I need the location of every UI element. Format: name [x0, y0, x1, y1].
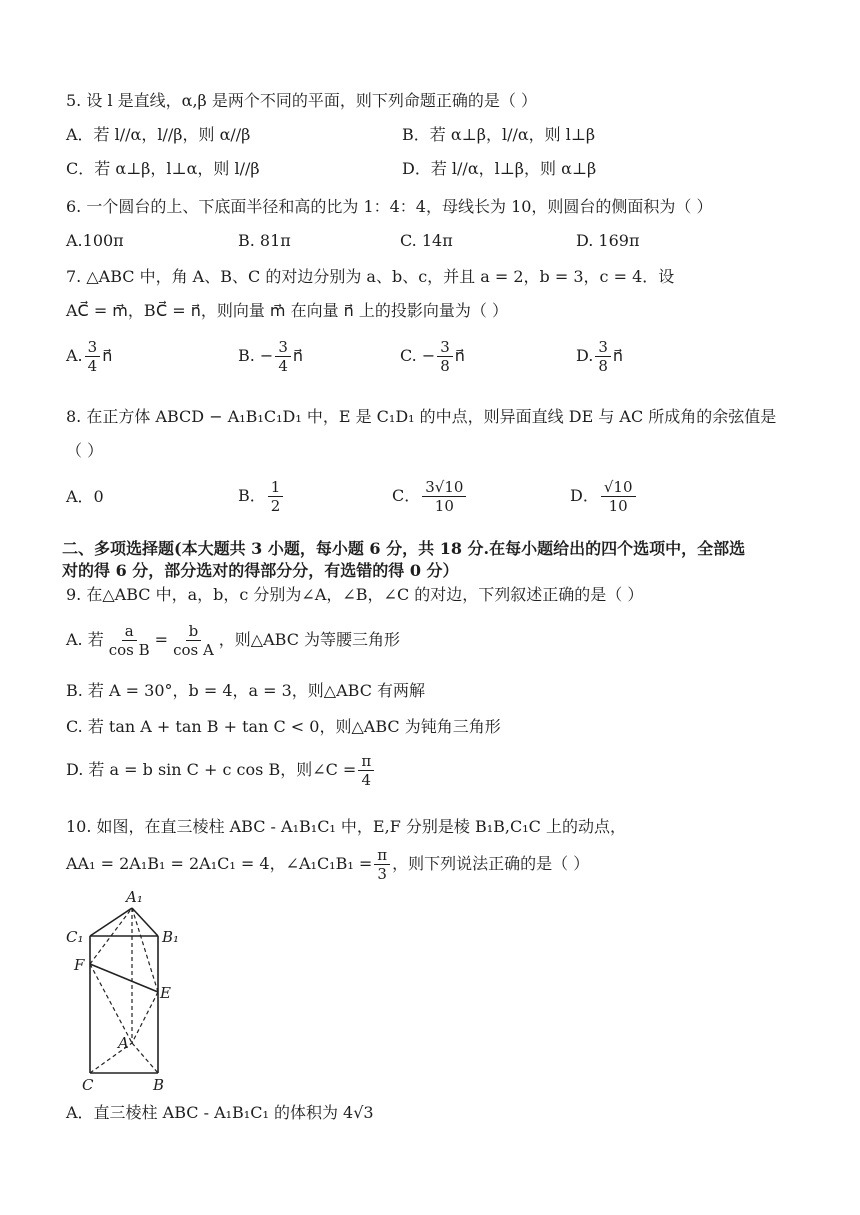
q7-c-vector: n⃗ — [454, 346, 465, 365]
q7-a-vector: n⃗ — [102, 346, 113, 365]
q9-d-fraction — [358, 752, 374, 789]
q7-stem-line2: AC⃗ = m⃗，BC⃗ = n⃗，则向量 m⃗ 在向量 n⃗ 上的投影向量为（ ） — [66, 301, 508, 320]
q9-option-c: C. 若 tan A + tan B + tan C < 0，则△ABC 为钝角三角形 — [66, 717, 501, 736]
q7-d-vector: n⃗ — [612, 346, 624, 365]
q6-option-d: D. 169π — [576, 231, 640, 250]
q8-b-label: B． — [238, 486, 266, 505]
q8-c-den: 10 — [434, 497, 454, 515]
q8-c-label: C． — [392, 486, 421, 505]
q7-option-d — [576, 338, 623, 375]
q9-a-postfix: ，则△ABC 为等腰三角形 — [218, 630, 401, 649]
q5-option-c: C．若 α⊥β，l⊥α，则 l//β — [66, 159, 260, 178]
q9-a-fraction-2 — [170, 622, 217, 659]
q9-option-d — [66, 752, 376, 789]
q8-stem: 8. 在正方体 ABCD − A₁B₁C₁D₁ 中，E 是 C₁D₁ 的中点，则异面直线 DE 与 AC 所成角的余弦值是 — [66, 407, 777, 426]
label-c: C — [82, 1076, 94, 1094]
q6-option-b: B. 81π — [238, 231, 291, 250]
q9-a-equals: = — [154, 630, 169, 649]
q7-b-den: 4 — [278, 357, 288, 375]
q9-option-a — [66, 622, 400, 659]
q7-c-den: 8 — [440, 357, 450, 375]
q9-a-fraction-1 — [106, 622, 153, 659]
q10-stem2-prefix: AA₁ = 2A₁B₁ = 2A₁C₁ = 4，∠A₁C₁B₁ = — [66, 854, 373, 873]
q8-option-a: A．0 — [66, 487, 104, 506]
label-e: E — [160, 984, 171, 1002]
q9-d-prefix: D. 若 a = b sin C + c cos B，则∠C = — [66, 760, 357, 779]
q9-a-num2: b — [186, 622, 202, 641]
q8-d-fraction — [601, 478, 636, 515]
segment-e-a-hidden — [132, 992, 158, 1043]
q6-option-c: C. 14π — [400, 231, 453, 250]
segment-e-a1-hidden — [132, 908, 158, 992]
q10-angle-num: π — [374, 846, 390, 865]
q7-b-num: 3 — [275, 338, 291, 357]
q10-option-a: A．直三棱柱 ABC - A₁B₁C₁ 的体积为 4√3 — [66, 1103, 374, 1122]
q8-b-num: 1 — [268, 478, 284, 497]
q5-option-a: A．若 l//α，l//β，则 α//β — [66, 125, 251, 144]
q10-stem-line2 — [66, 846, 589, 883]
q7-d-den: 8 — [598, 357, 608, 375]
q6-stem: 6. 一个圆台的上、下底面半径和高的比为 1：4：4，母线长为 10，则圆台的侧面积为（ ） — [66, 197, 713, 216]
q7-a-label: A. — [66, 346, 83, 365]
q7-b-fraction — [275, 338, 291, 375]
q8-b-fraction — [268, 478, 284, 515]
segment-f-a-hidden — [90, 964, 132, 1043]
label-b: B — [153, 1076, 165, 1094]
q9-d-num: π — [358, 752, 374, 771]
q7-d-num: 3 — [595, 338, 611, 357]
q5-option-b: B．若 α⊥β，l//α，则 l⊥β — [402, 125, 596, 144]
q8-c-num: 3√10 — [422, 478, 466, 497]
q7-d-label: D. — [576, 346, 594, 365]
q10-angle-fraction — [374, 846, 390, 883]
q7-b-vector: n⃗ — [292, 346, 304, 365]
q9-option-b: B. 若 A = 30°，b = 4，a = 3，则△ABC 有两解 — [66, 681, 426, 700]
edge-a-b-hidden — [132, 1043, 158, 1073]
q7-option-c — [400, 338, 465, 375]
q7-option-b — [238, 338, 303, 375]
q8-option-d — [570, 478, 638, 515]
q5-option-d: D．若 l//α，l⊥β，则 α⊥β — [402, 159, 597, 178]
section2-heading-line1: 二、多项选择题(本大题共 3 小题，每小题 6 分，共 18 分.在每小题给出的四个选项中，全部选 — [62, 539, 746, 558]
prism-figure — [60, 888, 200, 1098]
q10-stem2-postfix: ，则下列说法正确的是（ ） — [392, 854, 590, 873]
edge-c1-a1 — [90, 908, 132, 936]
q7-stem-line1: 7. △ABC 中，角 A、B、C 的对边分别为 a、b、c，并且 a = 2，b = 3，c = 4．设 — [66, 267, 675, 286]
q7-c-label: C. − — [400, 346, 436, 365]
q9-a-den2: cos A — [173, 641, 214, 659]
q8-paren: （ ） — [66, 441, 104, 460]
q8-d-den: 10 — [608, 497, 628, 515]
q7-d-fraction — [595, 338, 611, 375]
q9-stem: 9. 在△ABC 中，a，b，c 分别为∠A，∠B，∠C 的对边，下列叙述正确的是（ ） — [66, 585, 644, 604]
q9-a-prefix: A. 若 — [66, 630, 104, 649]
q7-a-den: 4 — [87, 357, 98, 375]
q7-c-num: 3 — [437, 338, 453, 357]
q8-b-den: 2 — [270, 497, 281, 515]
q5-stem: 5. 设 l 是直线，α,β 是两个不同的平面，则下列命题正确的是（ ） — [66, 91, 537, 110]
q8-option-c — [392, 478, 468, 515]
label-f: F — [74, 956, 85, 974]
label-a1: A₁ — [126, 888, 143, 906]
section2-heading-line2: 对的得 6 分，部分选对的得部分分，有选错的得 0 分） — [62, 561, 459, 580]
q8-option-b — [238, 478, 285, 515]
q8-d-num: √10 — [601, 478, 636, 497]
q6-option-a: A.100π — [66, 231, 124, 250]
q7-b-label: B. − — [238, 346, 274, 365]
q9-a-den1: cos B — [108, 641, 150, 659]
q7-c-fraction — [437, 338, 453, 375]
q10-stem-line1: 10. 如图，在直三棱柱 ABC - A₁B₁C₁ 中，E,F 分别是棱 B₁B,C₁C 上的动点， — [66, 817, 626, 836]
label-c1: C₁ — [66, 928, 84, 946]
q9-a-num1: a — [122, 622, 137, 641]
q7-a-fraction — [85, 338, 101, 375]
segment-f-e — [90, 964, 158, 992]
label-a: A — [118, 1034, 129, 1052]
q8-d-label: D． — [570, 486, 599, 505]
q9-d-den: 4 — [361, 771, 372, 789]
q7-option-a — [66, 338, 112, 375]
label-b1: B₁ — [162, 928, 180, 946]
q7-a-num: 3 — [85, 338, 101, 357]
q10-angle-den: 3 — [377, 865, 387, 883]
q8-c-fraction — [422, 478, 466, 515]
